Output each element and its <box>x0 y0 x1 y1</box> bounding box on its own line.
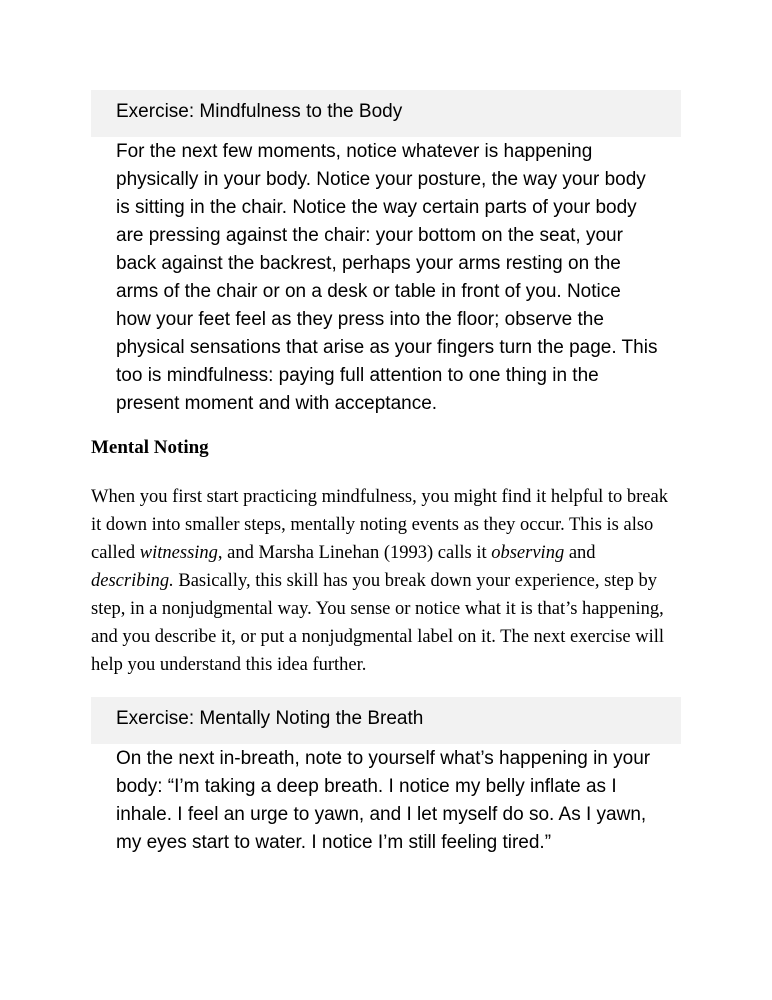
exercise-1-body <box>116 138 676 418</box>
paragraph-line <box>91 567 691 595</box>
paragraph-text: called <box>91 543 140 563</box>
paragraph-line: help you understand this idea further. <box>91 655 367 675</box>
exercise-1-line: physically in your body. Notice your posture, the way your body <box>116 169 646 190</box>
exercise-1-line: arms of the chair or on a desk or table in front of you. Notice <box>116 281 621 302</box>
paragraph-line: and you describe it, or put a nonjudgmental label on it. The next exercise will <box>91 627 665 647</box>
paragraph-text: Basically, this skill has you break down your experience, step by <box>173 571 658 591</box>
exercise-2-line: body: “I’m taking a deep breath. I notice my belly inflate as I <box>116 776 617 797</box>
exercise-1-line: present moment and with acceptance. <box>116 393 438 414</box>
emphasis-observing: observing <box>491 543 565 563</box>
paragraph-text: , and Marsha Linehan (1993) calls it <box>217 543 492 563</box>
exercise-1-line: physical sensations that arise as your fingers turn the page. This <box>116 337 658 358</box>
exercise-1-line: too is mindfulness: paying full attention to one thing in the <box>116 365 599 386</box>
exercise-1-title: Exercise: Mindfulness to the Body <box>116 101 403 122</box>
paragraph-line: When you first start practicing mindfulness, you might find it helpful to break <box>91 487 668 507</box>
section-heading: Mental Noting <box>91 437 209 458</box>
exercise-2-line: On the next in-breath, note to yourself what’s happening in your <box>116 748 651 769</box>
exercise-2-header <box>91 697 681 744</box>
paragraph-line: it down into smaller steps, mentally noting events as they occur. This is also <box>91 515 654 535</box>
paragraph-line <box>91 539 691 567</box>
paragraph-text: and <box>564 543 596 563</box>
exercise-1-header <box>91 90 681 137</box>
exercise-2-line: inhale. I feel an urge to yawn, and I let myself do so. As I yawn, <box>116 804 647 825</box>
exercise-1-line: For the next few moments, notice whatever is happening <box>116 141 593 162</box>
exercise-2-line: my eyes start to water. I notice I’m still feeling tired.” <box>116 832 552 853</box>
body-paragraph <box>91 483 691 679</box>
exercise-2-title: Exercise: Mentally Noting the Breath <box>116 708 424 729</box>
exercise-1-line: are pressing against the chair: your bottom on the seat, your <box>116 225 623 246</box>
exercise-2-body <box>116 745 676 857</box>
exercise-1-line: back against the backrest, perhaps your arms resting on the <box>116 253 621 274</box>
emphasis-describing: describing. <box>91 571 174 591</box>
emphasis-witnessing: witnessing <box>139 543 218 563</box>
paragraph-line: step, in a nonjudgmental way. You sense or notice what it is that’s happening, <box>91 599 664 619</box>
exercise-1-line: is sitting in the chair. Notice the way certain parts of your body <box>116 197 637 218</box>
exercise-1-line: how your feet feel as they press into the floor; observe the <box>116 309 604 330</box>
